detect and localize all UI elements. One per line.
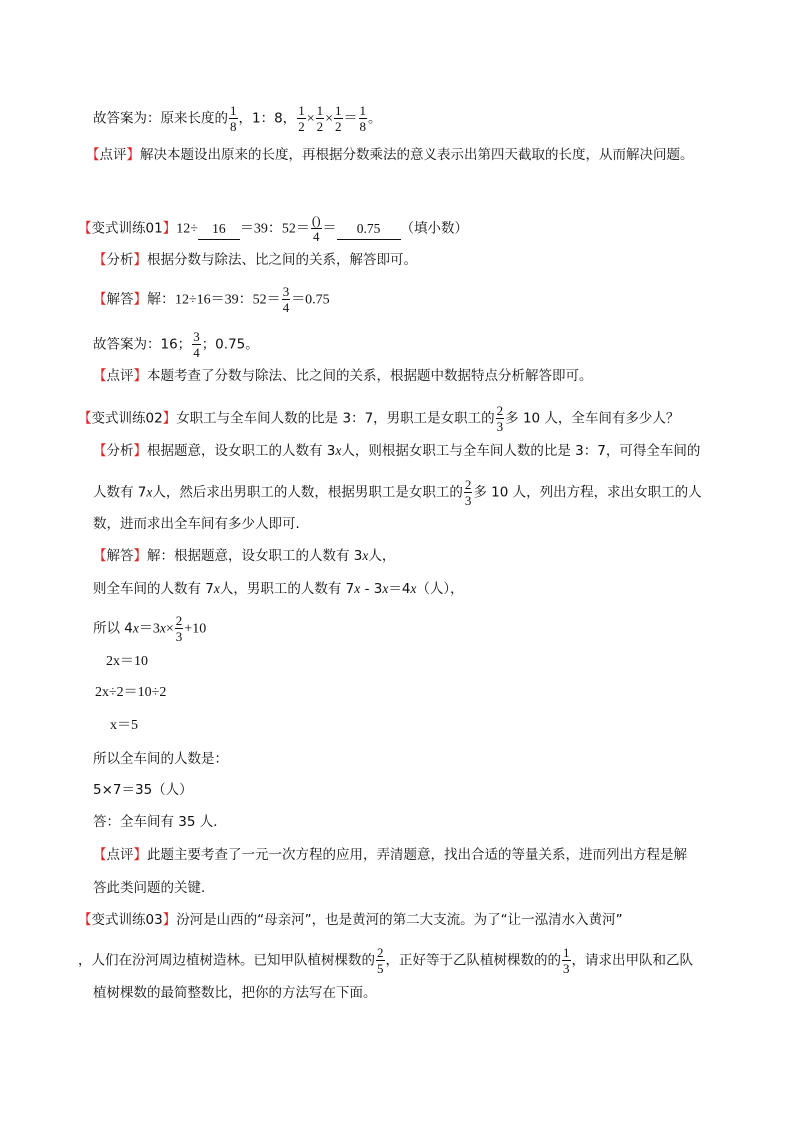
ratio-text: ，1：8， <box>238 110 297 127</box>
variant-03-question-3: 植树棵数的最简整数比，把你的方法写在下面。 <box>93 985 377 1001</box>
variant-02-tag: 【变式训练02】 <box>78 410 177 427</box>
variant-03-tag: 【变式训练03】 <box>78 912 177 928</box>
comment-tag: 【点评】 <box>86 147 140 163</box>
analysis-tag: 【分析】 <box>93 443 147 459</box>
variant-01-tag: 【变式训练01】 <box>78 220 177 237</box>
variant-02-analysis-3: 数，进而求出全车间有多少人即可． <box>93 516 309 532</box>
blank-answer-1: 16 <box>198 219 240 240</box>
fraction: $\frac{2}{5}$ <box>377 945 384 976</box>
answer-tag: 【解答】 <box>93 291 147 308</box>
variant-02-comment-1: 【点评】此题主要考查了一元一次方程的应用，弄清题意，找出合适的等量关系，进而列出方程是解 <box>93 847 687 863</box>
variant-03-question-1: 【变式训练03】汾河是山西的“母亲河”，也是黄河的第二大支流。为了“让一泓清水入黄河” <box>78 912 623 928</box>
variant-01-comment: 【点评】本题考查了分数与除法、比之间的关系，根据题中数据特点分析解答即可。 <box>93 368 593 384</box>
variant-02-analysis-1: 【分析】根据题意，设女职工的人数有 3x人，则根据女职工与全车间人数的比是 3：7，可得全车间的 <box>93 443 701 459</box>
fraction: $\frac{1}{2}$ <box>335 103 342 134</box>
variant-02-equation-3: 2x÷2＝10÷2 <box>95 685 167 700</box>
variant-02-answer-2: 则全车间的人数有 7x人，男职工的人数有 7x - 3x＝4x（人）， <box>93 581 464 597</box>
comment-line: 【点评】解决本题设出原来的长度，再根据分数乘法的意义表示出第四天截取的长度，从而解决问题。 <box>86 147 694 163</box>
variant-03-question-2: ，人们在汾河周边植树造林。已知甲队植树棵数的 $\frac{2}{5}$ ，正好等于乙队植树棵数的的 $\frac{1}{3}$ ，请求出甲队和乙队 <box>78 945 693 976</box>
comment-tag: 【点评】 <box>93 847 147 863</box>
variant-02-equation-2: 2x＝10 <box>106 654 148 669</box>
fraction: $\frac{2}{3}$ <box>496 403 504 434</box>
fraction: $\frac{2}{3}$ <box>175 613 183 644</box>
analysis-tag: 【分析】 <box>93 252 147 268</box>
answer-label: 故答案为：原来长度的 <box>93 110 228 127</box>
variant-01-final: 故答案为：16； $\frac{3}{4}$ ；0.75。 <box>93 329 259 360</box>
variant-02-equation-4: x＝5 <box>110 718 138 733</box>
variant-01-analysis: 【分析】根据分数与除法、比之间的关系，解答即可。 <box>93 252 417 268</box>
answer-line-1: 故答案为：原来长度的 $\frac{1}{8}$ ，1：8， $\frac{1}{2}$ × $\frac{1}{2}$ × $\frac{1}{2}$ ＝ $\frac{1}{8}$ 。 <box>93 103 382 134</box>
variant-02-question: 【变式训练02】女职工与全车间人数的比是 3：7，男职工是女职工的 $\frac{2}{3}$ 多 10 人，全车间有多少人？ <box>78 403 680 434</box>
fraction: $\frac{3}{4}$ <box>193 329 200 360</box>
comment-tag: 【点评】 <box>93 368 147 384</box>
variant-02-equation-1: 所以 4x＝3x× $\frac{2}{3}$ +10 <box>93 613 207 644</box>
answer-tag: 【解答】 <box>93 548 147 564</box>
fraction: $\frac{1}{2}$ <box>298 103 305 134</box>
variant-01-answer: 【解答】解：12÷16＝39：52＝ $\frac{3}{4}$ ＝0.75 <box>93 284 330 315</box>
variant-02-final-answer: 答：全车间有 35 人． <box>93 814 227 830</box>
fraction: $\frac{1}{3}$ <box>563 945 570 976</box>
variant-02-answer-1: 【解答】解：根据题意，设女职工的人数有 3x人， <box>93 548 396 564</box>
variant-02-total-label: 所以全车间的人数是： <box>93 751 228 767</box>
variant-02-comment-2: 答此类问题的关键． <box>93 880 215 896</box>
fraction: $\frac{1}{8}$ <box>230 103 237 134</box>
variant-02-total-calc: 5×7＝35（人） <box>93 782 193 798</box>
fraction: $\frac{2}{3}$ <box>464 477 472 508</box>
fraction: $\frac{3}{4}$ <box>282 284 290 315</box>
variant-01-question: 【变式训练01】12÷ 16 ＝39：52＝ $\frac{()}{4}$ ＝ 0.75 （填小数） <box>78 213 469 244</box>
fraction: $\frac{1}{8}$ <box>359 103 366 134</box>
variant-02-analysis-2: 人数有 7x人，然后求出男职工的人数，根据男职工是女职工的 $\frac{2}{3}$ 多 10 人，列出方程，求出女职工的人 <box>93 477 702 508</box>
fraction: $\frac{1}{2}$ <box>316 103 324 134</box>
fraction: $\frac{()}{4}$ <box>311 213 321 244</box>
blank-answer-2: 0.75 <box>337 219 401 240</box>
